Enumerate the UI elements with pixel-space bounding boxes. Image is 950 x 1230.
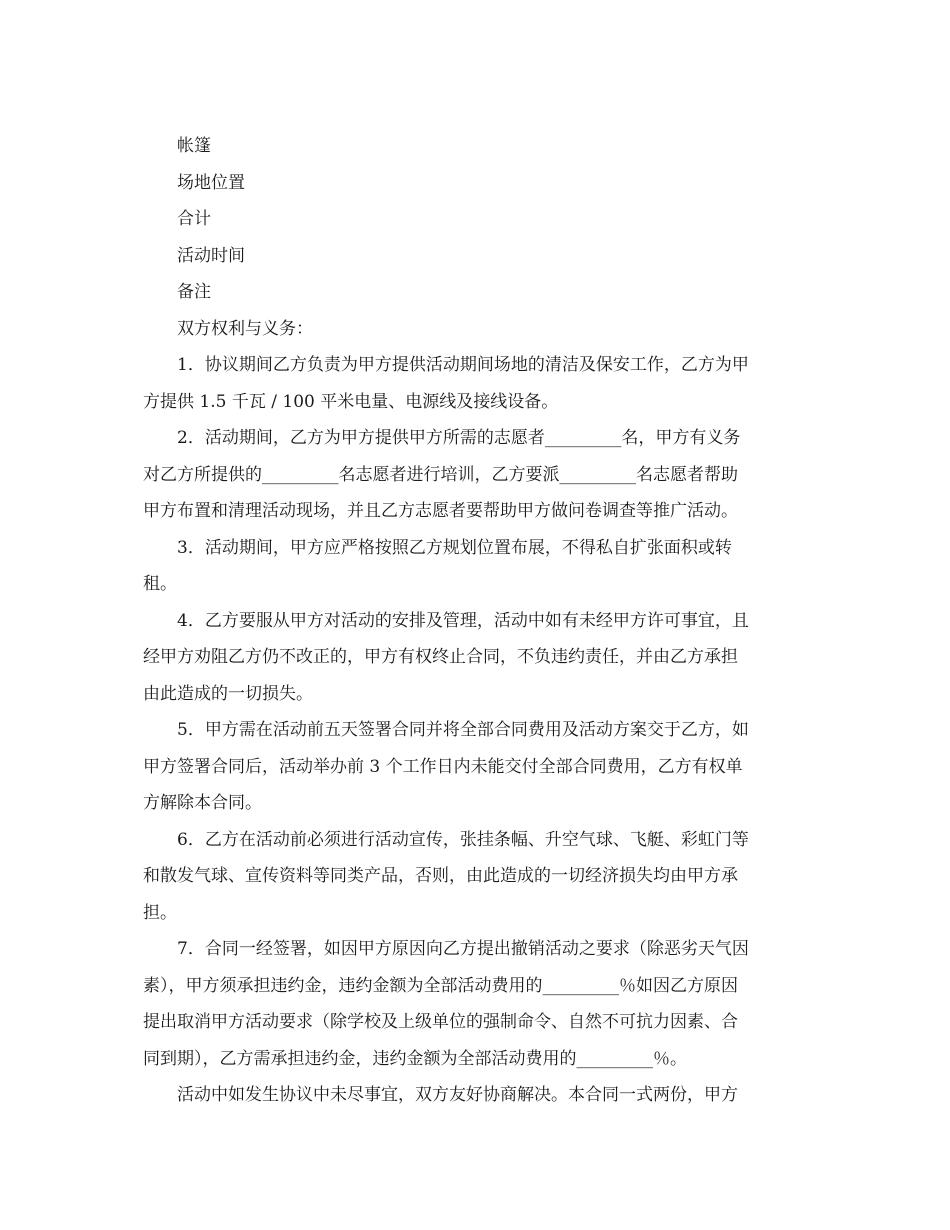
- clause-line: 同到期），乙方需承担违约金，违约金额为全部活动费用的_________％。: [143, 1048, 687, 1069]
- clause-7: [143, 931, 803, 1077]
- header-item-tent: 帐篷: [177, 136, 211, 156]
- header-item-venue-location: 场地位置: [177, 172, 245, 193]
- clause-2: [143, 420, 803, 530]
- clause-6: [143, 822, 803, 932]
- clause-5: [143, 712, 803, 822]
- header-item-total: 合计: [177, 209, 211, 229]
- clause-line: 租。: [143, 574, 177, 594]
- document-page: [143, 128, 803, 1114]
- closing-paragraph: [143, 1077, 803, 1114]
- clause-line: 活动中如发生协议中未尽事宜，双方友好协商解决。本合同一式两份，甲方: [177, 1085, 738, 1105]
- clause-line: 1．协议期间乙方负责为甲方提供活动期间场地的清洁及保安工作，乙方为甲: [177, 355, 749, 375]
- clause-line: 7．合同一经签署，如因甲方原因向乙方提出撤销活动之要求（除恶劣天气因: [177, 939, 749, 959]
- clause-3: [143, 530, 803, 603]
- clause-line: 5．甲方需在活动前五天签署合同并将全部合同费用及活动方案交于乙方，如: [177, 720, 749, 740]
- clause-line: 2．活动期间，乙方为甲方提供甲方所需的志愿者_________名，甲方有义务: [177, 428, 741, 448]
- clause-line: 甲方签署合同后，活动举办前 3 个工作日内未能交付全部合同费用，乙方有权单: [143, 756, 743, 777]
- clause-line: 素），甲方须承担违约金，违约金额为全部活动费用的_________％如因乙方原因: [143, 975, 738, 996]
- header-item-activity-time: 活动时间: [177, 245, 245, 266]
- clause-line: 3．活动期间，甲方应严格按照乙方规划位置布展，不得私自扩张面积或转: [177, 537, 732, 558]
- clause-line: 经甲方劝阻乙方仍不改正的，甲方有权终止合同，不负违约责任，并由乙方承担: [143, 647, 738, 667]
- clause-line: 担。: [143, 902, 177, 923]
- clause-line: 对乙方所提供的_________名志愿者进行培训，乙方要派_________名志愿者帮助: [143, 464, 738, 485]
- clause-line: 方提供 1.5 千瓦 / 100 平米电量、电源线及接线设备。: [143, 391, 559, 412]
- clause-line: 6．乙方在活动前必须进行活动宣传，张挂条幅、升空气球、飞艇、彩虹门等: [177, 829, 749, 850]
- section-title: 双方权利与义务：: [177, 318, 313, 339]
- header-item-remarks: 备注: [177, 282, 211, 302]
- clause-line: 甲方布置和清理活动现场，并且乙方志愿者要帮助甲方做问卷调查等推广活动。: [143, 501, 738, 521]
- clause-line: 提出取消甲方活动要求（除学校及上级单位的强制命令、自然不可抗力因素、合: [143, 1012, 738, 1032]
- clause-line: 4．乙方要服从甲方对活动的安排及管理，活动中如有未经甲方许可事宜，且: [177, 610, 749, 631]
- clause-line: 由此造成的一切损失。: [143, 683, 313, 704]
- clause-1: [143, 347, 803, 420]
- clause-4: [143, 603, 803, 713]
- clause-line: 方解除本合同。: [143, 793, 262, 813]
- clause-line: 和散发气球、宣传资料等同类产品，否则，由此造成的一切经济损失均由甲方承: [143, 866, 738, 886]
